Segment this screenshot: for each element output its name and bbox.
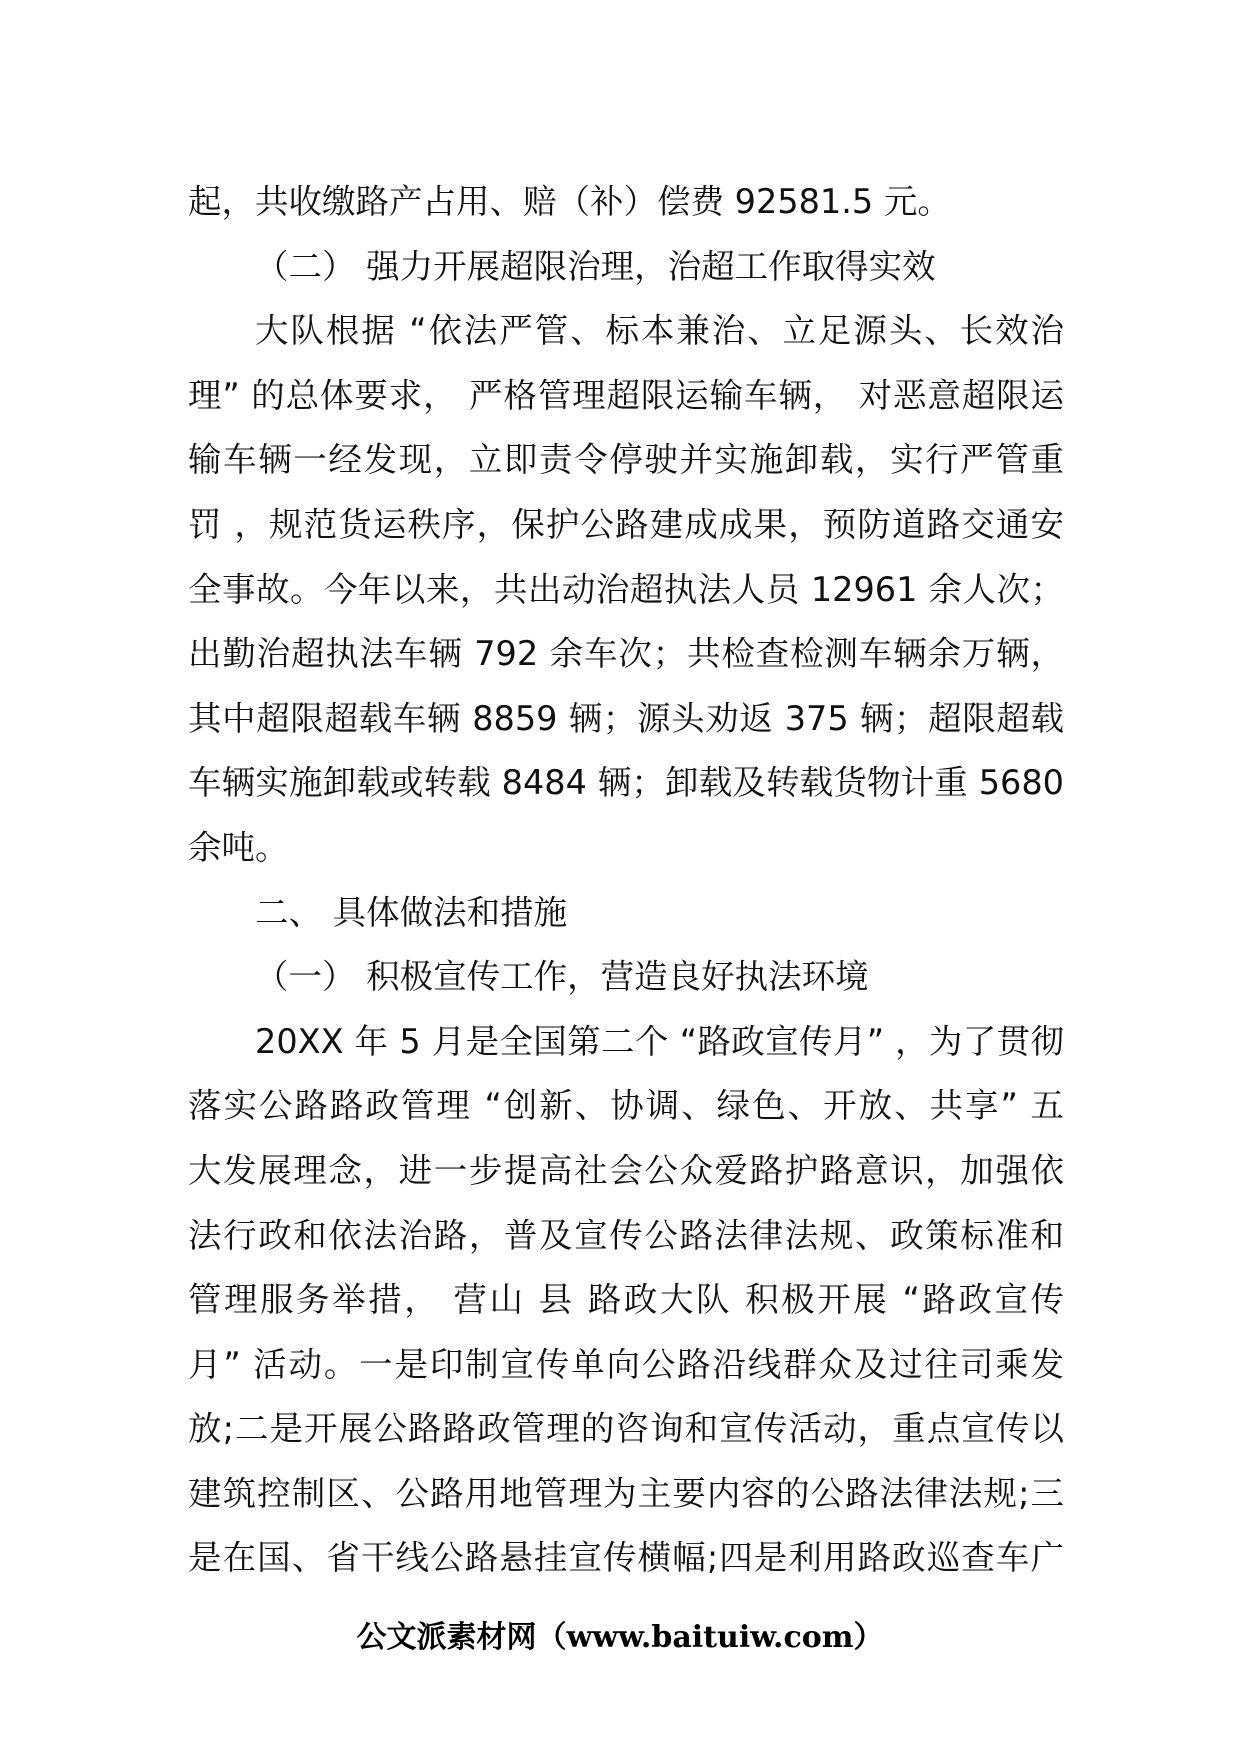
body-line: 输车辆一经发现，立即责令停驶并实施卸载，实行严管重 [188,440,1064,480]
body-line: 是在国、省干线公路悬挂宣传横幅;四是利用路政巡查车广 [188,1538,1064,1578]
body-line: 余吨。 [188,827,289,867]
body-line: 出勤治超执法车辆 792 余车次；共检查检测车辆余万辆， [188,634,1064,674]
body-line: 大队根据 “依法严管、标本兼治、立足源头、长效治 [255,311,1064,351]
body-line: 起，共收缴路产占用、赔（补）偿费 92581.5 元。 [188,182,951,221]
body-line: 20XX 年 5 月是全国第二个 “路政宣传月” ，为了贯彻 [255,1021,1064,1061]
body-line: 全事故。今年以来，共出动治超执法人员 12961 余人次； [188,569,1064,609]
body-line: 月” 活动。一是印制宣传单向公路沿线群众及过往司乘发 [188,1344,1064,1384]
document-body [188,170,1064,1591]
body-line: 罚 ，规范货运秩序，保护公路建成成果，预防道路交通安 [188,504,1064,544]
footer-watermark: 公文派素材网（www.baituiw.com） [356,1620,884,1655]
body-line: 法行政和依法治路，普及宣传公路法律法规、政策标准和 [188,1215,1064,1255]
body-line: 其中超限超载车辆 8859 辆；源头劝返 375 辆；超限超载 [188,698,1064,738]
body-line: 落实公路路政管理 “创新、协调、绿色、开放、共享” 五 [188,1086,1064,1126]
section-heading: 二、 具体做法和措施 [255,892,568,932]
body-line: 建筑控制区、公路用地管理为主要内容的公路法律法规;三 [188,1473,1064,1513]
body-line: 理” 的总体要求， 严格管理超限运输车辆， 对恶意超限运 [188,375,1064,415]
body-line: 管理服务举措， 营山 县 路政大队 积极开展 “路政宣传 [188,1280,1064,1320]
body-line: 大发展理念，进一步提高社会公众爱路护路意识，加强依 [188,1150,1064,1190]
section-heading: （二） 强力开展超限治理，治超工作取得实效 [255,246,936,286]
section-heading: （一） 积极宣传工作，营造良好执法环境 [255,957,869,997]
body-line: 放;二是开展公路路政管理的咨询和宣传活动，重点宣传以 [188,1409,1064,1449]
body-line: 车辆实施卸载或转载 8484 辆；卸载及转载货物计重 5680 [188,763,1064,803]
